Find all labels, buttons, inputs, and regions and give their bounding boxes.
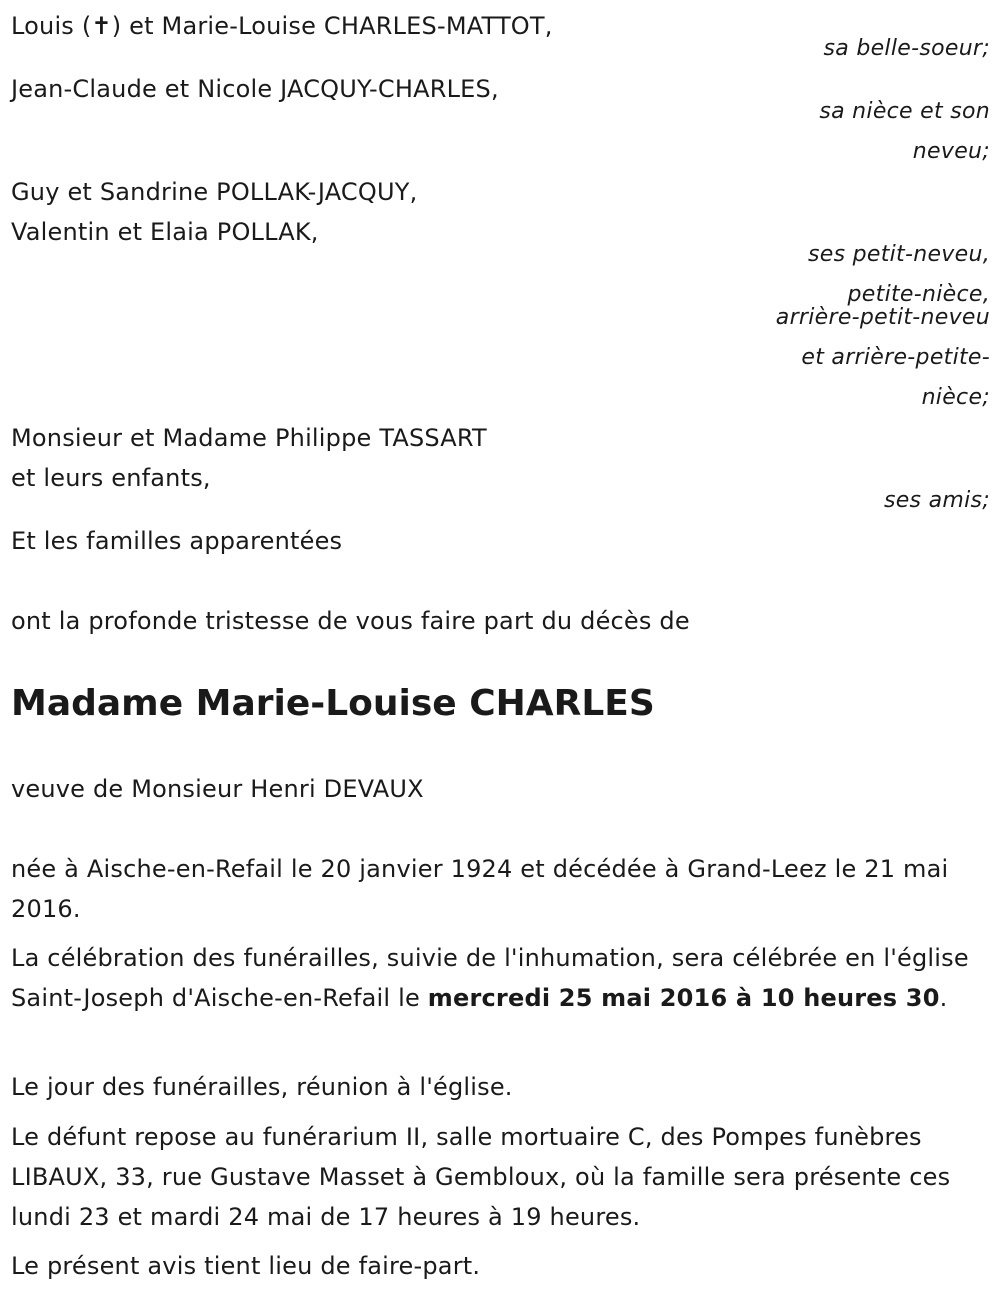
closing-text: Le présent avis tient lieu de faire-part.: [11, 1252, 481, 1280]
announcement-text: ont la profonde tristesse de vous faire part du décès de: [11, 607, 690, 635]
relation-petits-5: nièce;: [921, 385, 990, 410]
relation-niece-neveu-2: neveu;: [912, 139, 990, 164]
family-line-3: Guy et Sandrine POLLAK-JACQUY,: [11, 178, 418, 206]
ceremony-date: mercredi 25 mai 2016 à 10 heures 30: [427, 984, 940, 1012]
relation-belle-soeur: sa belle-soeur;: [823, 36, 990, 61]
deceased-name: Madame Marie-Louise CHARLES: [11, 683, 655, 724]
ceremony-text-start: La célébration des funérailles, suivie de l'inhumation, sera célébrée en l'église Saint-Joseph d'Aische-en-Refail le: [11, 944, 969, 1012]
funerarium-text: Le défunt repose au funérarium II, salle mortuaire C, des Pompes funèbres LIBAUX, 33, rue Gustave Masset à Gembloux, où la famille sera présente ces lundi 23 et mardi 24 mai de 17 heures à 19 heures.: [11, 1123, 951, 1231]
relation-petits-1: ses petit-neveu,: [807, 242, 990, 267]
relation-petits-2: petite-nièce,: [847, 282, 990, 307]
family-line-1-text: Louis (: [11, 12, 92, 40]
cross-icon: ✝: [91, 12, 112, 40]
relation-petits-4: et arrière-petite-: [801, 345, 990, 370]
relation-petits-3: arrière-petit-neveu: [775, 305, 990, 330]
ceremony-text: [11, 938, 981, 1018]
family-line-1-text-end: ) et Marie-Louise CHARLES-MATTOT,: [111, 12, 553, 40]
ceremony-text-end: .: [939, 984, 948, 1012]
family-line-2: Jean-Claude et Nicole JACQUY-CHARLES,: [11, 75, 499, 103]
birth-death-text: née à Aische-en-Refail le 20 janvier 1924 et décédée à Grand-Leez le 21 mai 2016.: [11, 855, 949, 923]
relation-niece-neveu-1: sa nièce et son: [819, 99, 990, 124]
family-line-4: Valentin et Elaia POLLAK,: [11, 218, 319, 246]
relation-amis: ses amis;: [883, 488, 990, 513]
family-line-5: Monsieur et Madame Philippe TASSART: [11, 424, 487, 452]
family-line-1: [11, 6, 553, 46]
widow-of-text: veuve de Monsieur Henri DEVAUX: [11, 775, 424, 803]
reunion-text: Le jour des funérailles, réunion à l'église.: [11, 1073, 513, 1101]
family-line-7: Et les familles apparentées: [11, 527, 343, 555]
family-line-6: et leurs enfants,: [11, 464, 211, 492]
